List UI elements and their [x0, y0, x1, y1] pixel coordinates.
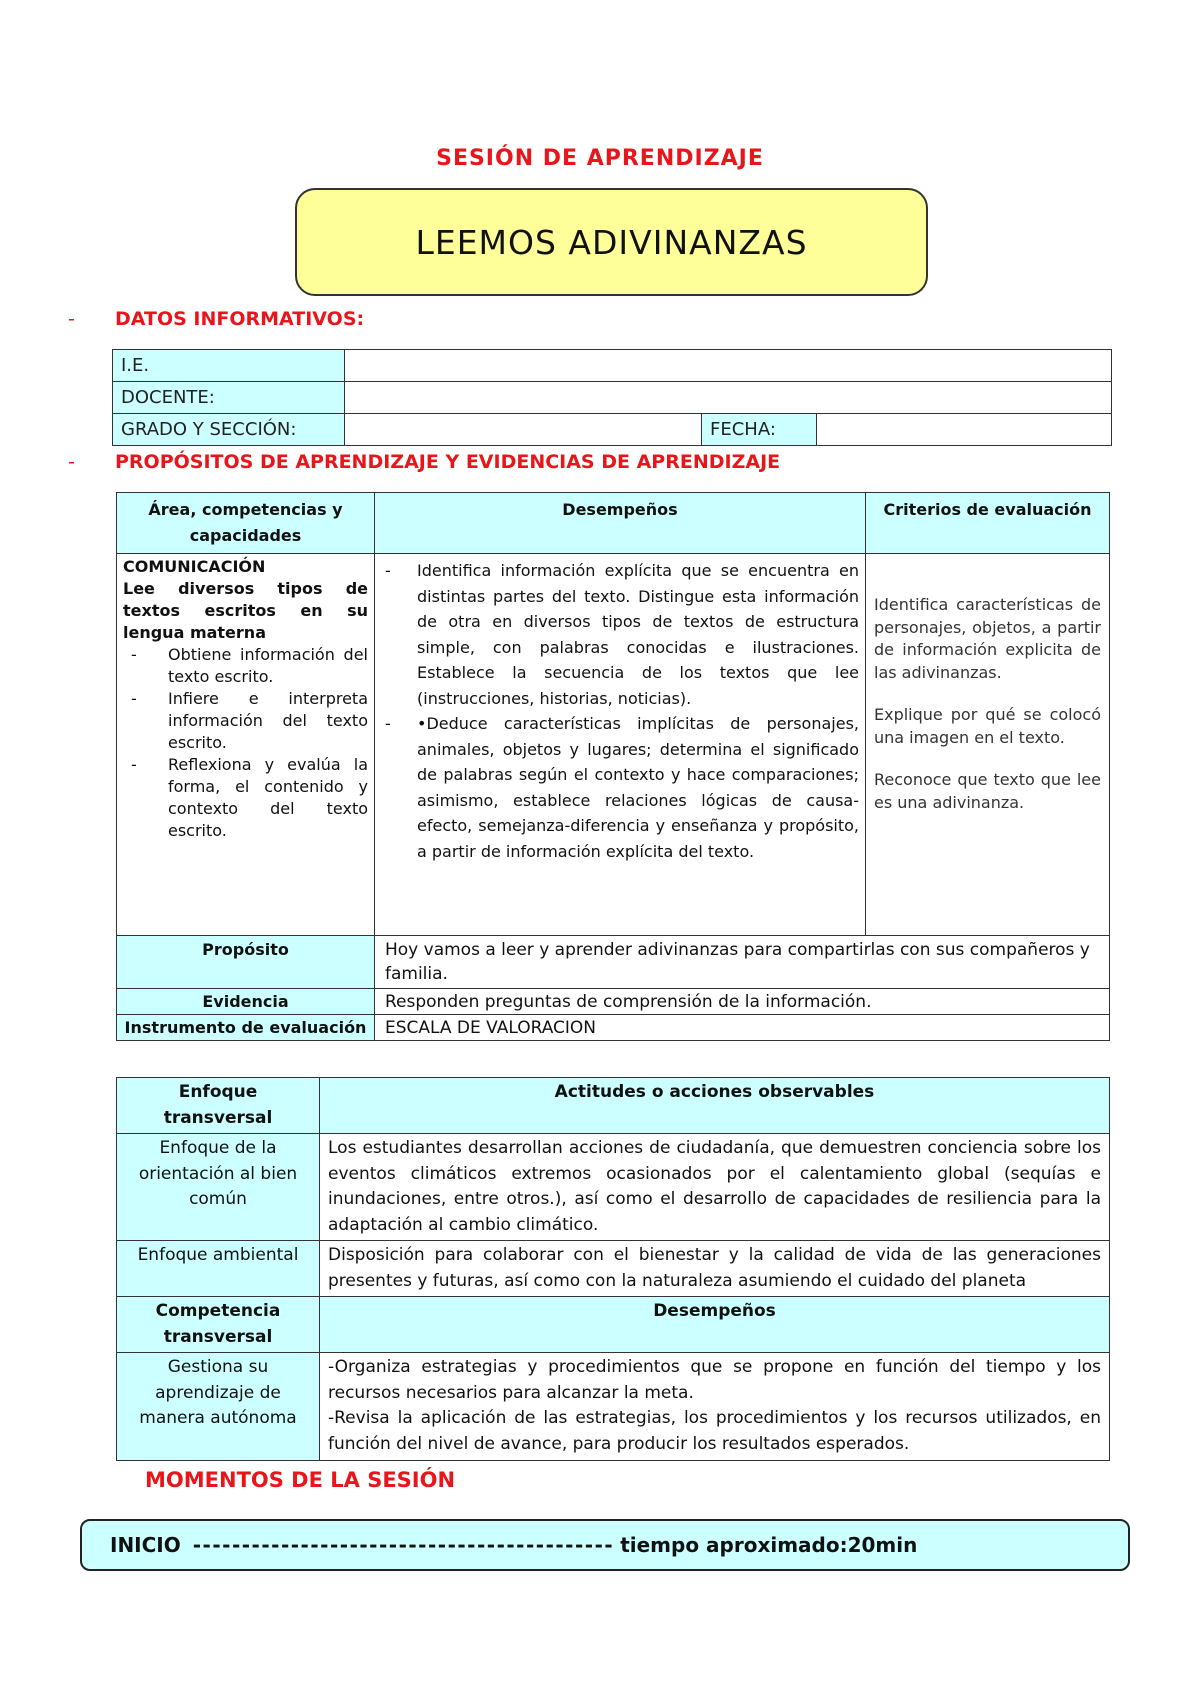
desempenos-list	[379, 558, 859, 864]
fecha-label: FECHA:	[702, 414, 817, 446]
actitud-text: Los estudiantes desarrollan acciones de ciudadanía, que demuestren conciencia sobre los eventos climáticos extremos ocasionados por el calentamiento global (sequías e inundaciones, entre otros.), así como el desarrollo de capacidades de resiliencia para la adaptación al cambio climático.	[320, 1134, 1110, 1241]
desempenos-cell	[375, 554, 866, 936]
desempeno-transversal-item: -Organiza estrategias y procedimientos que se propone en función del tiempo y los recursos necesarios para alcanzar la meta.	[328, 1357, 1101, 1403]
competencia-transversal-header: Competencia transversal	[117, 1297, 320, 1353]
capacidad-item: - Reflexiona y evalúa la forma, el contenido y contexto del texto escrito.	[123, 754, 368, 842]
fecha-field[interactable]	[817, 414, 1112, 446]
proposito-text: Hoy vamos a leer y aprender adivinanzas para compartirlas con sus compañeros y familia.	[375, 936, 1110, 989]
capacidad-item: - Obtiene información del texto escrito.	[123, 644, 368, 688]
docente-label: DOCENTE:	[113, 382, 345, 414]
actitud-text: Disposición para colaborar con el bienestar y la calidad de vida de las generaciones presentes y futuras, así como con la naturaleza asumiendo el cuidado del planeta	[320, 1241, 1110, 1297]
criterios-header: Criterios de evaluación	[866, 493, 1110, 554]
desempeno-transversal-item: -Revisa la aplicación de las estrategias, los procedimientos y los recursos utilizados, en función del nivel de avance, para producir los resultados esperados.	[328, 1408, 1101, 1454]
desempeno-item: - •Deduce características implícitas de personajes, animales, objetos y lugares; determina el significado de palabras según el contexto y hace comparaciones; asimismo, establece relaciones lógicas de causa-efecto, semejanza-diferencia y enseñanza y propósito, a partir de información explícita del texto.	[379, 711, 859, 864]
datos-table	[112, 349, 1112, 446]
section-bullet: -	[68, 308, 75, 330]
datos-heading: DATOS INFORMATIVOS:	[115, 308, 365, 330]
inicio-bar	[80, 1519, 1130, 1571]
desempenos-transversal-cell	[320, 1353, 1110, 1461]
area-name: COMUNICACIÓN	[123, 557, 266, 576]
momentos-heading: MOMENTOS DE LA SESIÓN	[145, 1468, 456, 1492]
actitudes-header: Actitudes o acciones observables	[320, 1078, 1110, 1134]
competencias-cell	[117, 554, 375, 936]
inicio-label: INICIO	[110, 1533, 181, 1557]
criterio-item: Identifica características de personajes, objetos, a partir de información explicita de las adivinanzas.	[874, 595, 1101, 682]
desempeno-item: - Identifica información explícita que se encuentra en distintas partes del texto. Distingue esta información de otra en diversos tipos de textos de estructura simple, con palabras conocidas e ilustraciones. Establece la secuencia de los textos que lee (instrucciones, historias, noticias).	[379, 558, 859, 711]
competencia-transversal-name: Gestiona su aprendizaje de manera autónoma	[117, 1353, 320, 1461]
docente-field[interactable]	[345, 382, 1112, 414]
evidencia-label: Evidencia	[117, 989, 375, 1015]
enfoques-table	[116, 1077, 1110, 1461]
area-header: Área, competencias y capacidades	[117, 493, 375, 554]
instrumento-text: ESCALA DE VALORACION	[375, 1015, 1110, 1041]
grado-field[interactable]	[345, 414, 702, 446]
desempenos-transversal-header: Desempeños	[320, 1297, 1110, 1353]
ie-field[interactable]	[345, 350, 1112, 382]
desempenos-header: Desempeños	[375, 493, 866, 554]
ie-label: I.E.	[113, 350, 345, 382]
inicio-dashes: -------------------------------------------	[192, 1533, 615, 1557]
grado-label: GRADO Y SECCIÓN:	[113, 414, 345, 446]
instrumento-label: Instrumento de evaluación	[117, 1015, 375, 1041]
section-bullet: -	[68, 451, 75, 473]
inicio-time: tiempo aproximado:20min	[620, 1533, 918, 1557]
proposito-label: Propósito	[117, 936, 375, 989]
propositos-table	[116, 492, 1110, 1041]
capacidades-list	[123, 644, 368, 842]
competencia-name: Lee diversos tipos de textos escritos en su lengua materna	[123, 579, 368, 642]
lesson-title-box	[295, 188, 928, 296]
session-title: SESIÓN DE APRENDIZAJE	[436, 146, 764, 171]
capacidad-item: - Infiere e interpreta información del texto escrito.	[123, 688, 368, 754]
evidencia-text: Responden preguntas de comprensión de la información.	[375, 989, 1110, 1015]
enfoque-name: Enfoque de la orientación al bien común	[117, 1134, 320, 1241]
lesson-title: LEEMOS ADIVINANZAS	[415, 222, 808, 262]
criterio-item: Reconoce que texto que lee es una adivinanza.	[874, 770, 1101, 812]
criterios-cell	[866, 554, 1110, 936]
criterio-item: Explique por qué se colocó una imagen en el texto.	[874, 705, 1101, 747]
enfoque-header: Enfoque transversal	[117, 1078, 320, 1134]
enfoque-name: Enfoque ambiental	[117, 1241, 320, 1297]
propositos-heading: PROPÓSITOS DE APRENDIZAJE Y EVIDENCIAS DE APRENDIZAJE	[115, 451, 781, 473]
